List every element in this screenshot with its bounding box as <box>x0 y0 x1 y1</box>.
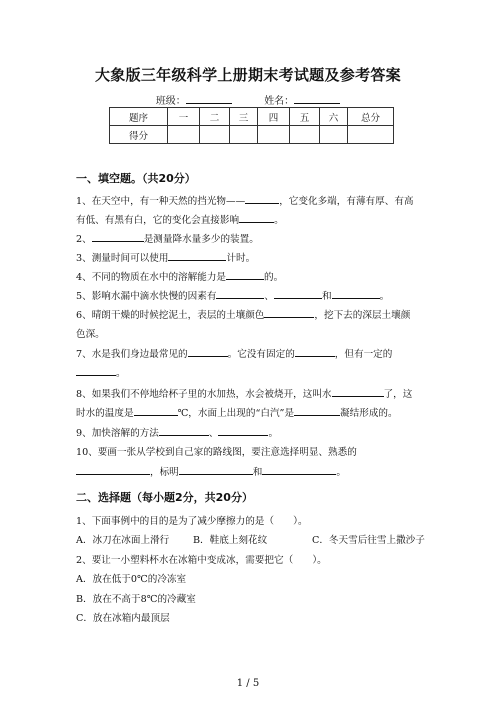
answer-blank <box>295 347 335 357</box>
document-title: 大象版三年级科学上册期末考试题及参考答案 <box>94 66 401 84</box>
text: 时水的温度是 <box>76 408 134 419</box>
question-6-line1 <box>76 307 410 321</box>
option-b: B．鞋底上刻花纹 <box>193 535 268 546</box>
question-1-line1 <box>76 193 414 207</box>
question-7-line1 <box>76 346 392 360</box>
table-cell <box>200 126 230 144</box>
choice-question-1-options <box>76 532 425 546</box>
option-a: A．冰刀在冰面上滑行 <box>76 535 170 546</box>
choice-question-2: 2、要让一小塑料杯水在冰箱中变成冰，需要把它（ ）。 <box>76 555 327 566</box>
text: 。它没有固定的 <box>227 349 295 360</box>
answer-blank <box>159 426 209 436</box>
text: 3、测量时间可以使用 <box>76 253 169 264</box>
answer-blank <box>179 465 253 475</box>
text: 。 <box>336 467 346 478</box>
table-cell: 二 <box>200 108 230 126</box>
question-10-line2 <box>76 464 346 478</box>
text: 1、在天空中，有一种天然的挡光物—— <box>76 196 246 207</box>
question-8-line2 <box>76 405 398 419</box>
name-label: 姓名： <box>264 96 295 107</box>
student-info-line <box>0 92 496 107</box>
text: ℃，水面上出现的“白汽”是 <box>177 408 295 419</box>
answer-blank <box>264 308 314 318</box>
answer-blank <box>332 289 380 299</box>
answer-blank <box>332 387 384 397</box>
text: 7、水是我们身边最常见的 <box>76 349 188 360</box>
text: 8、如果我们不停地给杯子里的水加热，水会被烧开，这叫水 <box>76 389 332 400</box>
table-cell: 五 <box>290 108 320 126</box>
choice-question-2-option-a: A．放在低于0℃的冷冻室 <box>76 574 187 585</box>
text: 2、 <box>76 234 92 245</box>
answer-blank <box>216 289 264 299</box>
page-number: 1 / 5 <box>236 678 260 689</box>
class-blank <box>186 93 232 104</box>
score-table-header-row <box>110 108 394 126</box>
table-cell: 题序 <box>110 108 168 126</box>
answer-blank <box>262 465 336 475</box>
choice-question-1: 1、下面事例中的目的是为了减少摩擦力的是（ ）。 <box>76 516 308 527</box>
question-4 <box>76 269 283 283</box>
choice-question-2-option-b: B．放在不高于8℃的冷藏室 <box>76 594 196 605</box>
question-6-line2 <box>76 326 105 340</box>
table-cell <box>258 126 290 144</box>
answer-blank <box>274 289 322 299</box>
text: 计时。 <box>226 253 256 264</box>
table-cell: 总分 <box>348 108 394 126</box>
text: 色深。 <box>76 329 105 340</box>
answer-blank <box>188 347 228 357</box>
answer-blank <box>245 194 279 204</box>
question-3 <box>76 250 255 264</box>
text: ，但有一定的 <box>334 349 393 360</box>
table-cell <box>290 126 320 144</box>
question-8-line1 <box>76 386 412 400</box>
answer-blank <box>92 232 144 242</box>
question-9 <box>76 425 278 439</box>
text: 5、影响水漏中滴水快慢的因素有 <box>76 291 217 302</box>
text: 。 <box>116 368 126 379</box>
section2-title: 二、选择题（每小题2分，共20分） <box>76 491 253 504</box>
table-cell: 六 <box>320 108 348 126</box>
text: 。 <box>274 215 284 226</box>
answer-blank <box>226 270 264 280</box>
question-2 <box>76 231 259 245</box>
text: 。 <box>379 291 390 302</box>
table-cell: 三 <box>230 108 258 126</box>
score-table <box>109 107 394 144</box>
text: 4、不同的物质在水中的溶解能力是 <box>76 272 227 283</box>
table-cell <box>168 126 200 144</box>
text: 、 <box>208 428 219 439</box>
text: ，它变化多端，有薄有厚、有高 <box>279 196 414 207</box>
answer-blank <box>134 406 178 416</box>
text: 了，这 <box>383 389 413 400</box>
answer-blank <box>239 213 274 223</box>
answer-blank <box>76 366 116 376</box>
class-label: 班级： <box>155 96 186 107</box>
text: ，挖下去的深层土壤颜 <box>314 310 411 321</box>
option-c: C．冬天雪后往雪上撒沙子 <box>312 535 425 546</box>
text: 。 <box>268 428 279 439</box>
table-cell: 一 <box>168 108 200 126</box>
answer-blank <box>76 465 150 475</box>
table-cell: 得分 <box>110 126 168 144</box>
text: 、 <box>264 291 275 302</box>
text: 和 <box>322 291 332 302</box>
text: 是测量降水量多少的装置。 <box>143 234 259 245</box>
name-blank <box>294 93 340 104</box>
question-5 <box>76 288 389 302</box>
text: 6、晴朗干燥的时候挖泥土，表层的土壤颜色 <box>76 310 265 321</box>
question-7-line2 <box>76 365 126 379</box>
question-10-line1 <box>76 444 357 458</box>
table-cell <box>320 126 348 144</box>
text: ，标明 <box>150 467 179 478</box>
question-1-line2 <box>76 212 284 226</box>
score-table-score-row <box>110 126 394 144</box>
text: 和 <box>252 467 263 478</box>
text: 有低、有黑有白，它的变化会直接影响 <box>76 215 240 226</box>
answer-blank <box>294 406 340 416</box>
table-cell <box>348 126 394 144</box>
answer-blank <box>168 251 226 261</box>
choice-question-2-option-c: C．放在冰箱内最顶层 <box>76 613 170 624</box>
text: 凝结形成的。 <box>340 408 398 419</box>
text: 9、加快溶解的方法 <box>76 428 159 439</box>
answer-blank <box>218 426 268 436</box>
section1-title: 一、填空题。（共20分） <box>76 172 196 185</box>
table-cell <box>230 126 258 144</box>
text: 的。 <box>264 272 284 283</box>
table-cell: 四 <box>258 108 290 126</box>
text: 10、要画一张从学校到自己家的路线图，要注意选择明显、熟悉的 <box>76 447 357 458</box>
